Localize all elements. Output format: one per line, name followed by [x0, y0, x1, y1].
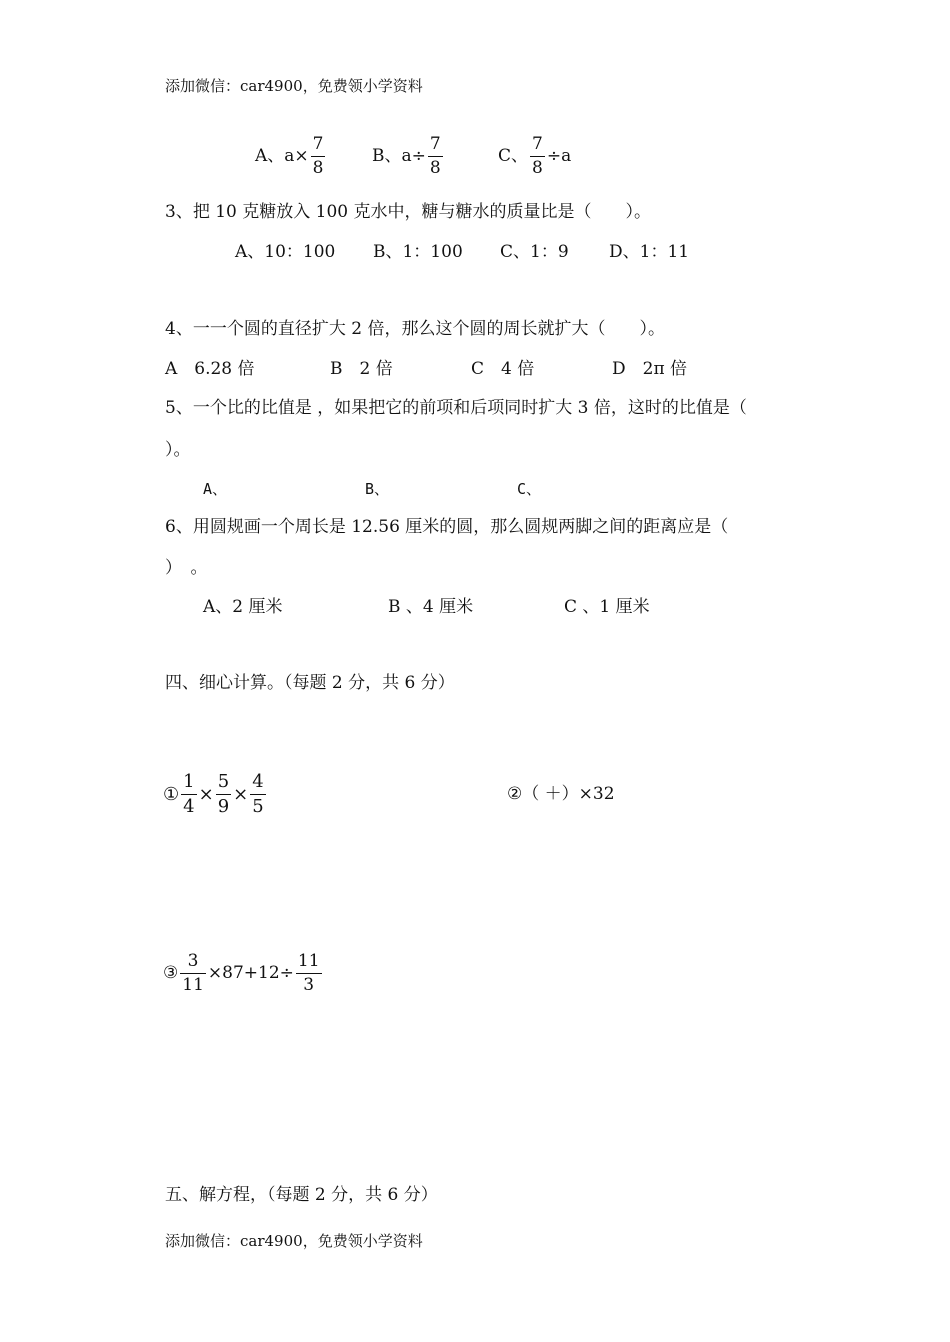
fraction [181, 773, 196, 817]
q2-option-c-suffix: ÷a [546, 146, 572, 167]
q4-option-b: B 2 倍 [330, 359, 393, 379]
fraction-numerator: 5 [216, 773, 231, 795]
q6-option-a: A、2 厘米 [203, 597, 283, 617]
fraction [296, 953, 322, 995]
q2-option-c [498, 136, 571, 178]
q2-option-b [372, 136, 445, 178]
fraction-denominator: 4 [183, 795, 195, 817]
fraction-numerator: 4 [250, 773, 265, 795]
section4-title: 四、细心计算。（每题 2 分，共 6 分） [165, 673, 455, 693]
q5-option-b: B、 [365, 480, 390, 498]
q6-text-line1: 6、用圆规画一个周长是 12.56 厘米的圆，那么圆规两脚之间的距离应是（ [165, 517, 729, 537]
fraction-numerator: 11 [296, 953, 322, 974]
q5-text-line2: ）。 [165, 440, 191, 460]
calc-3 [163, 953, 324, 995]
q5-option-a: A、 [203, 480, 228, 498]
calc-1-mark: ① [163, 783, 180, 805]
q5-option-c: C、 [517, 480, 542, 498]
fraction [428, 136, 443, 178]
calc-2: ②（ ＋）×32 [507, 784, 615, 804]
calc-1 [163, 773, 268, 817]
fraction-numerator: 3 [180, 953, 206, 974]
q4-option-a: A 6.28 倍 [165, 359, 255, 379]
operator: × [198, 783, 214, 805]
calc-3-middle: ×87+12÷ [207, 963, 294, 984]
q4-option-d: D 2π 倍 [612, 359, 688, 379]
fraction [216, 773, 231, 817]
q5-text-line1: 5、一个比的比值是 ，如果把它的前项和后项同时扩大 3 倍，这时的比值是（ [165, 398, 747, 418]
fraction-denominator: 8 [532, 157, 543, 178]
fraction-denominator: 5 [252, 795, 264, 817]
q2-option-b-prefix: B、a÷ [372, 146, 426, 167]
fraction [530, 136, 545, 178]
fraction [180, 953, 206, 995]
fraction-denominator: 8 [429, 157, 441, 178]
fraction-numerator: 7 [428, 136, 443, 157]
fraction-denominator: 8 [312, 157, 324, 178]
q2-option-c-prefix: C、 [498, 146, 529, 167]
fraction-denominator: 9 [217, 795, 230, 817]
calc-3-mark: ③ [163, 963, 179, 984]
q3-text: 3、把 10 克糖放入 100 克水中，糖与糖水的质量比是（ ）。 [165, 202, 652, 222]
fraction [250, 773, 265, 817]
q4-option-c: C 4 倍 [471, 359, 535, 379]
q6-option-c: C 、1 厘米 [564, 597, 650, 617]
fraction [311, 136, 326, 178]
q4-text: 4、一一个圆的直径扩大 2 倍，那么这个圆的周长就扩大（ ）。 [165, 319, 665, 339]
page-header: 添加微信：car4900，免费领小学资料 [165, 77, 423, 95]
q6-option-b: B 、4 厘米 [388, 597, 474, 617]
q3-option-d: D、1：11 [609, 242, 690, 262]
fraction-numerator: 1 [181, 773, 196, 795]
q2-option-a [255, 136, 327, 178]
q2-option-a-prefix: A、a× [255, 146, 309, 167]
q3-option-c: C、1：9 [500, 242, 569, 262]
q3-option-a: A、10：100 [235, 242, 336, 262]
q3-option-b: B、1：100 [373, 242, 463, 262]
section5-title: 五、解方程，（每题 2 分，共 6 分） [165, 1185, 438, 1205]
operator: × [233, 783, 249, 805]
q6-text-line2: ） 。 [165, 558, 208, 578]
fraction-denominator: 11 [182, 974, 204, 995]
fraction-denominator: 3 [303, 974, 315, 995]
fraction-numerator: 7 [530, 136, 545, 157]
page-footer: 添加微信：car4900，免费领小学资料 [165, 1232, 423, 1250]
fraction-numerator: 7 [311, 136, 326, 157]
